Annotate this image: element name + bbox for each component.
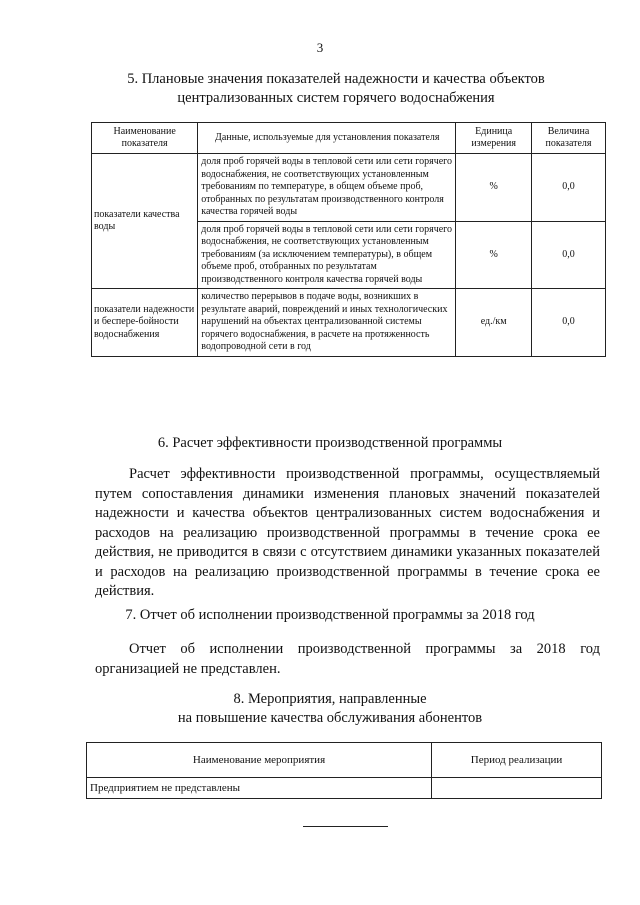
row-3-value: 0,0 [532,289,606,357]
table-header-row [92,123,606,154]
measures-table [86,742,602,799]
section-5-title-line-2: централизованных систем горячего водоснабжения [177,90,495,106]
table-row [87,778,602,799]
measure-row-1-name: Предприятием не представлены [87,778,432,799]
section-7-paragraph: Отчет об исполнении производственной программы за 2018 год организацией не представлен. [95,641,600,677]
row-3-data: количество перерывов в подаче воды, возникших в результате аварий, повреждений и иных технологических нарушений на объектах централизованной системы горячего водоснабжения, в расчете на протяженность водопроводной сети в год [198,289,456,357]
header-value: Величина показателя [532,123,606,154]
measure-row-1-period [432,778,602,799]
table-row [92,154,606,222]
section-8-title [80,690,580,728]
table-row [92,289,606,357]
section-7-title: 7. Отчет об исполнении производственной программы за 2018 год [125,607,535,623]
footer-divider [303,826,388,827]
row-2-value: 0,0 [532,221,606,289]
group-reliability: показатели надежности и беспере-бойности водоснабжения [92,289,198,357]
section-8-title-line-1: 8. Мероприятия, направленные [233,691,427,707]
section-8-title-line-2: на повышение качества обслуживания абонентов [177,710,483,726]
header-unit: Единица измерения [456,123,532,154]
section-6-title: 6. Расчет эффективности производственной программы [157,435,503,451]
header-measure-name: Наименование мероприятия [87,743,432,778]
row-1-value: 0,0 [532,154,606,222]
section-5-title [86,70,586,108]
row-3-unit: ед./км [456,289,532,357]
row-1-data: доля проб горячей воды в тепловой сети или сети горячего водоснабжения, не соответствующих установленным требованиям по температуре, в общем объеме проб, отобранных по результатам производственного контроля качества горячей воды [198,154,456,222]
row-2-data: доля проб горячей воды в тепловой сети или сети горячего водоснабжения, не соответствующих установленным требованиям (за исключением температуры), в общем объеме проб, отобранных по результатам производственного контроля качества горячей воды [198,221,456,289]
header-data-used: Данные, используемые для установления показателя [198,123,456,154]
section-5-title-line-1: 5. Плановые значения показателей надежности и качества объектов [127,71,545,87]
header-indicator-name: Наименование показателя [92,123,198,154]
reliability-indicators-table [91,122,606,357]
group-water-quality: показатели качества воды [92,154,198,289]
row-2-unit: % [456,221,532,289]
header-period: Период реализации [432,743,602,778]
page-number: 3 [316,40,324,55]
table-header-row [87,743,602,778]
section-6-paragraph: Расчет эффективности производственной программы, осуществляемый путем сопоставления динамики изменения плановых значений показателей надежности и качества объектов централизованных систем водоснабжения и расходов на реализацию производственной программы в течение срока ее действия, не приводится в связи с отсутствием динамики указанных показателей и расходов на реализацию производственной программы в течение срока ее действия. [95,466,600,599]
row-1-unit: % [456,154,532,222]
